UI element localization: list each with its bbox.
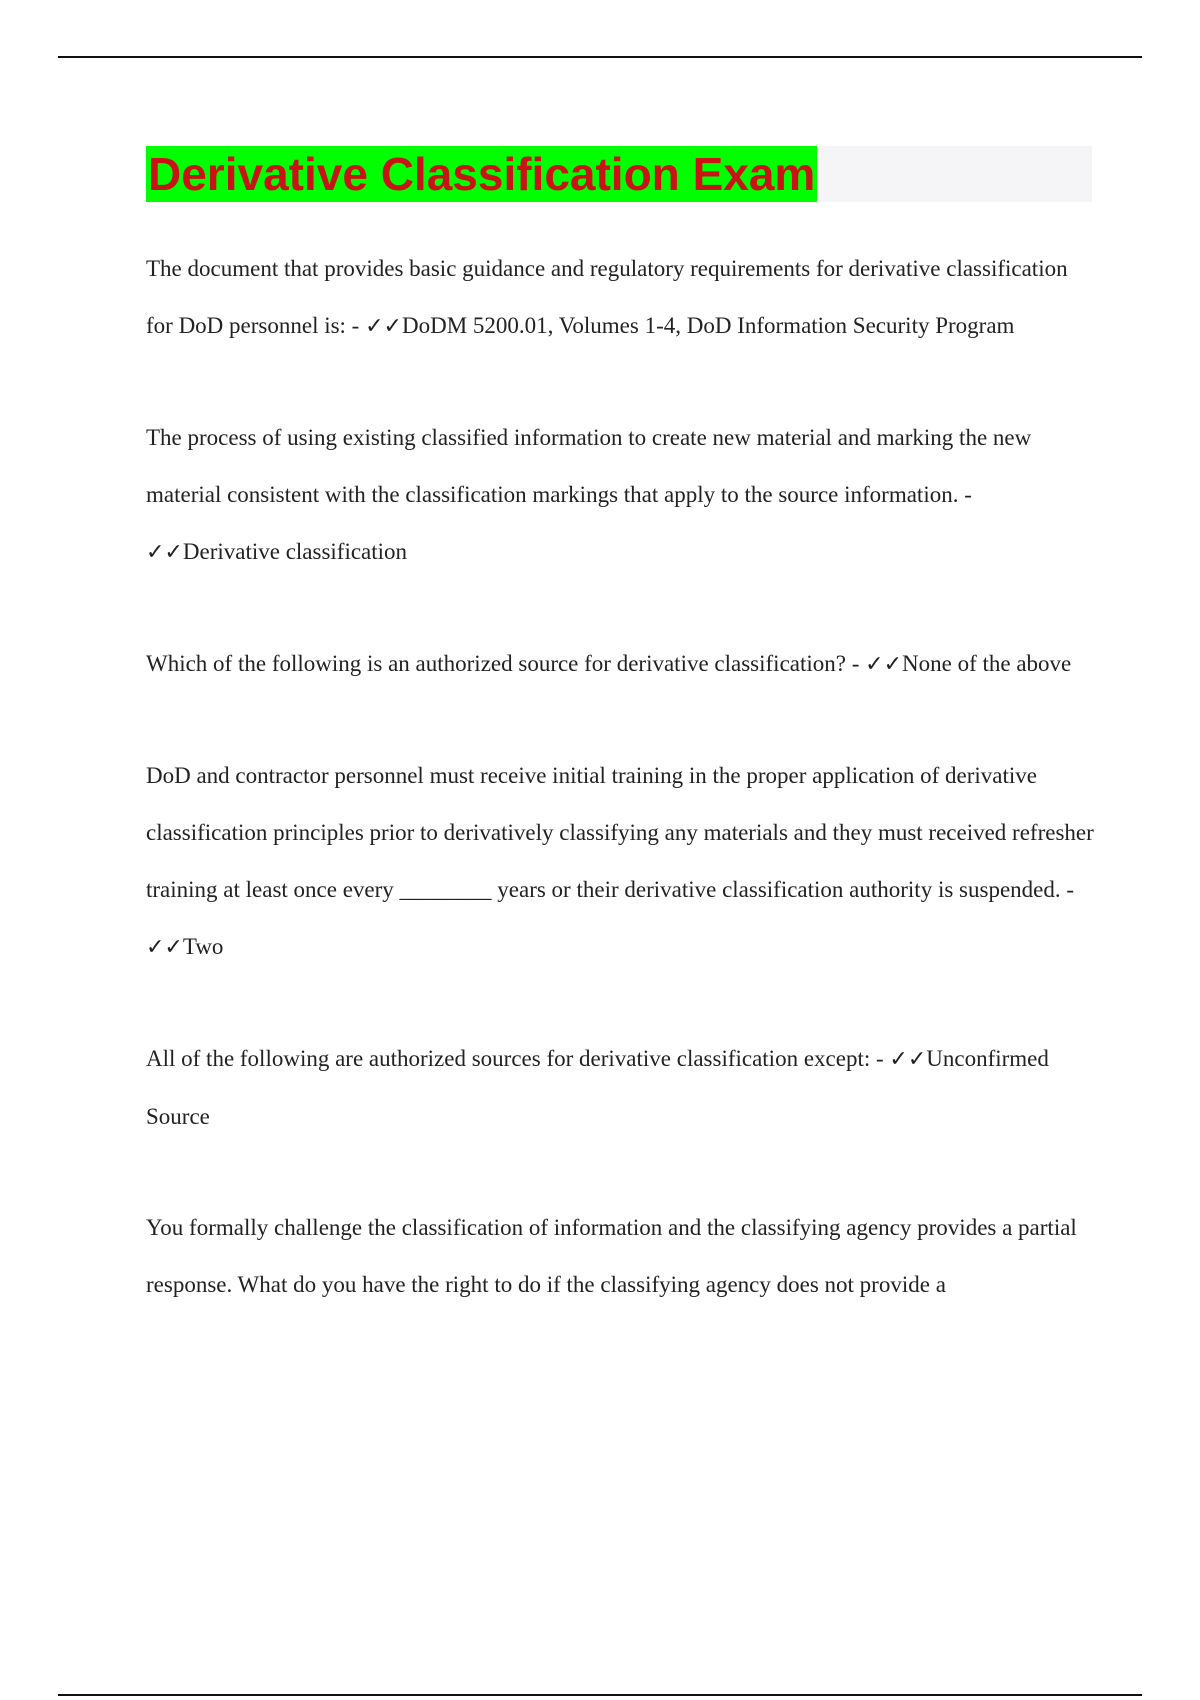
- question-text: All of the following are authorized sources for derivative classification except: -: [146, 1046, 890, 1071]
- check-icon: ✓✓: [365, 314, 402, 339]
- qa-list: [146, 240, 1096, 1367]
- bottom-rule: [58, 1694, 1142, 1696]
- answer-text: Derivative classification: [182, 539, 408, 564]
- answer-text: Unconfirmed Source: [146, 1046, 1049, 1129]
- qa-item-5: [146, 1030, 1096, 1145]
- qa-item-6: [146, 1199, 1096, 1313]
- check-icon: ✓✓: [865, 652, 903, 677]
- top-rule: [58, 56, 1142, 58]
- check-icon: ✓✓: [146, 935, 183, 960]
- question-text: The document that provides basic guidance and regulatory requirements for derivative classification for DoD personnel is: -: [146, 256, 1068, 338]
- document-title: Derivative Classification Exam: [148, 148, 816, 200]
- qa-item-2: [146, 409, 1096, 581]
- answer-text: None of the above: [902, 651, 1072, 676]
- question-text: DoD and contractor personnel must receive initial training in the proper application of derivative classification principles prior to derivatively classifying any materials and they must received refresher training at least once every ________ years or their derivative classification authority is suspended. -: [146, 763, 1094, 902]
- qa-item-1: [146, 240, 1096, 355]
- qa-item-4: [146, 747, 1096, 976]
- question-text: Which of the following is an authorized source for derivative classification? -: [146, 651, 866, 676]
- question-text: The process of using existing classified information to create new material and marking the new material consistent with the classification markings that apply to the source information. -: [146, 425, 1032, 507]
- title-highlight: [146, 146, 817, 202]
- answer-text: Two: [182, 934, 224, 959]
- qa-item-3: [146, 635, 1096, 693]
- question-text: You formally challenge the classification of information and the classifying agency provides a partial response. What do you have the right to do if the classifying agency does not provide a: [146, 1215, 1077, 1297]
- answer-text: DoDM 5200.01, Volumes 1-4, DoD Information Security Program: [401, 313, 1015, 338]
- check-icon: ✓✓: [889, 1047, 927, 1072]
- check-icon: ✓✓: [146, 540, 183, 565]
